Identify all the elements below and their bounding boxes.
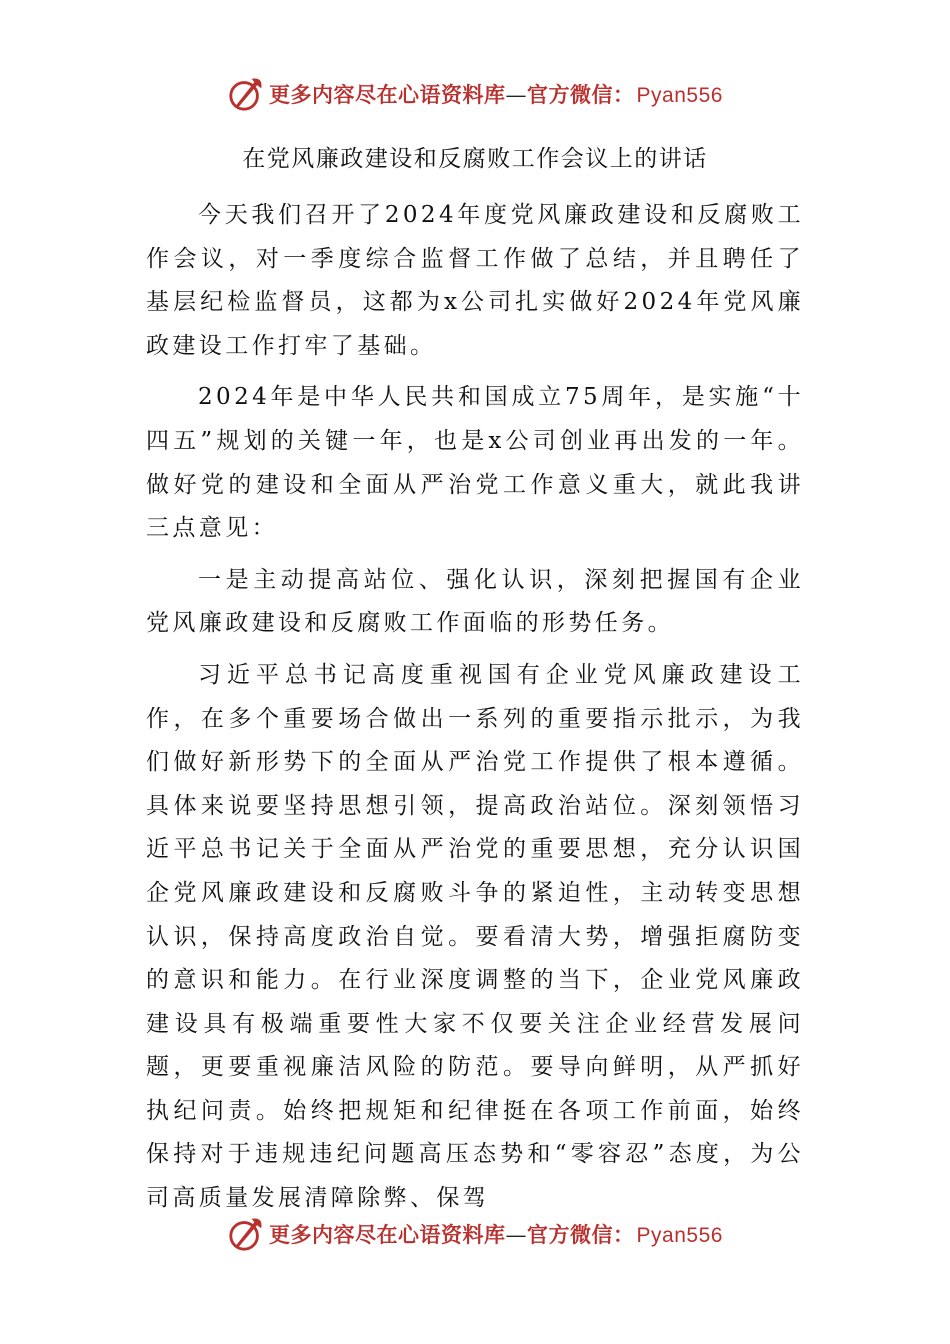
watermark-wechat-id: Pyan556	[636, 84, 723, 107]
paragraph-1: 今天我们召开了2024年度党风廉政建设和反腐败工作会议，对一季度综合监督工作做了总结，并且聘任了基层纪检监督员，这都为x公司扎实做好2024年党风廉政建设工作打牢了基础。	[146, 202, 804, 359]
watermark-dash: —	[505, 83, 528, 107]
document-body	[146, 194, 804, 1229]
watermark-text	[269, 1219, 723, 1249]
watermark-library-text: 更多内容尽在心语资料库	[269, 82, 506, 107]
watermark-wechat-label: 官方微信：	[527, 1222, 635, 1247]
document-title: 在党风廉政建设和反腐败工作会议上的讲话	[242, 146, 708, 172]
paragraph-2: 2024年是中华人民共和国成立75周年，是实施“十四五”规划的关键一年，也是x公司创业再出发的一年。做好党的建设和全面从严治党工作意义重大，就此我讲三点意见：	[146, 384, 804, 542]
watermark-text	[269, 79, 723, 109]
paragraph-3: 一是主动提高站位、强化认识，深刻把握国有企业党风廉政建设和反腐败工作面临的形势任务。	[146, 566, 804, 637]
quill-logo-icon	[227, 75, 265, 113]
watermark-dash: —	[505, 1223, 528, 1247]
watermark-banner-bottom	[0, 1210, 950, 1258]
paragraph-4: 习近平总书记高度重视国有企业党风廉政建设工作，在多个重要场合做出一系列的重要指示批示，为我们做好新形势下的全面从严治党工作提供了根本遵循。具体来说要坚持思想引领，提高政治站位。深刻领悟习近平总书记关于全面从严治党的重要思想，充分认识国企党风廉政建设和反腐败斗争的紧迫性，主动转变思想认识，保持高度政治自觉。要看清大势，增强拒腐防变的意识和能力。在行业深度调整的当下，企业党风廉政建设具有极端重要性大家不仅要关注企业经营发展问题，更要重视廉洁风险的防范。要导向鲜明，从严抓好执纪问责。始终把规矩和纪律挺在各项工作前面，始终保持对于违规违纪问题高压态势和“零容忍”态度，为公司高质量发展清障除弊、保驾	[146, 661, 804, 1212]
watermark-wechat-id: Pyan556	[636, 1224, 723, 1247]
watermark-wechat-label: 官方微信：	[527, 82, 635, 107]
watermark-library-text: 更多内容尽在心语资料库	[269, 1222, 506, 1247]
watermark-banner-top	[0, 70, 950, 118]
quill-logo-icon	[227, 1215, 265, 1253]
